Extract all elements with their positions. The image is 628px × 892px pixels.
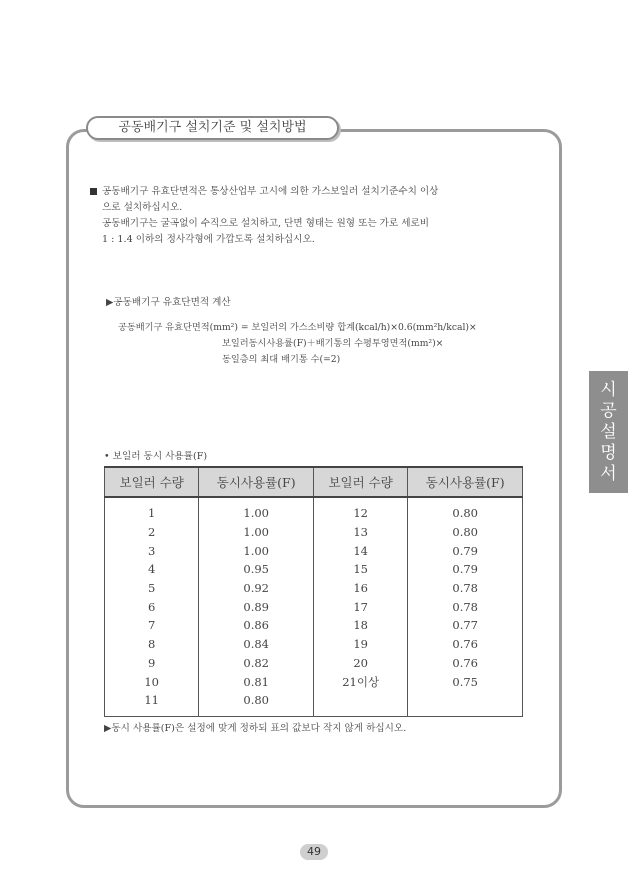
table-cell: 1.00 xyxy=(199,523,314,542)
side-tab-char: 서 xyxy=(600,463,617,484)
table-cell: 0.81 xyxy=(199,672,314,691)
notice-line: 으로 설치하십시오. xyxy=(102,202,183,213)
col-header: 보일러 수량 xyxy=(313,467,407,497)
table-cell xyxy=(408,691,523,716)
table-cell: 0.92 xyxy=(199,579,314,598)
side-tab-char: 시 xyxy=(600,379,617,400)
side-tab-char: 공 xyxy=(600,400,617,421)
table-cell: 0.79 xyxy=(408,541,523,560)
formula-line: 공동배기구 유효단면적(mm²) = 보일러의 가스소비량 합계(kcal/h)×0.6(mm²h/kcal)× xyxy=(118,322,477,333)
table-row xyxy=(105,691,523,716)
table-row xyxy=(105,616,523,635)
section-title: 공동배기구 설치기준 및 설치방법 xyxy=(86,116,339,140)
table-row xyxy=(105,560,523,579)
table-cell: 13 xyxy=(313,523,407,542)
table-cell: 18 xyxy=(313,616,407,635)
table-cell: 9 xyxy=(105,654,199,673)
formula-line: 동일층의 최대 배기통 수(=2) xyxy=(222,354,341,365)
table-cell: 0.79 xyxy=(408,560,523,579)
page-number: 49 xyxy=(300,844,328,860)
table-cell: 0.80 xyxy=(408,523,523,542)
formula-line: 보일러동시사용률(F)＋배기통의 수평투영면적(mm²)× xyxy=(222,338,444,349)
table-cell: 21이상 xyxy=(313,672,407,691)
table-row xyxy=(105,597,523,616)
table-row xyxy=(105,523,523,542)
notice-line: 공동배기구 유효단면적은 통상산업부 고시에 의한 가스보일러 설치기준수치 이상 xyxy=(102,186,439,197)
table-cell: 0.76 xyxy=(408,654,523,673)
table-cell: 1.00 xyxy=(199,497,314,523)
table-cell: 0.82 xyxy=(199,654,314,673)
table-cell: 1 xyxy=(105,497,199,523)
table-cell: 0.78 xyxy=(408,597,523,616)
table-header-row xyxy=(105,467,523,497)
table-cell: 0.75 xyxy=(408,672,523,691)
table-cell: 12 xyxy=(313,497,407,523)
footnote: ▶동시 사용률(F)은 설정에 맞게 정하되 표의 값보다 작지 않게 하십시오. xyxy=(104,723,407,734)
table-cell: 14 xyxy=(313,541,407,560)
table-cell: 6 xyxy=(105,597,199,616)
table-cell: 16 xyxy=(313,579,407,598)
table-cell: 0.76 xyxy=(408,635,523,654)
usage-rate-table xyxy=(104,466,523,717)
table-cell xyxy=(313,691,407,716)
notice-line: 공동배기구는 굴곡없이 수직으로 설치하고, 단면 형태는 원형 또는 가로 세로비 xyxy=(102,218,430,229)
table-cell: 8 xyxy=(105,635,199,654)
table-caption: • 보일러 동시 사용률(F) xyxy=(104,451,208,462)
notice-block xyxy=(90,184,530,248)
calc-heading: ▶공동배기구 유효단면적 계산 xyxy=(106,297,231,308)
table-body xyxy=(105,497,523,716)
formula xyxy=(118,320,477,368)
side-tab-char: 명 xyxy=(600,442,617,463)
table-cell: 11 xyxy=(105,691,199,716)
col-header: 동시사용률(F) xyxy=(199,467,314,497)
side-tab xyxy=(589,371,628,493)
table-row xyxy=(105,672,523,691)
table-cell: 19 xyxy=(313,635,407,654)
table-cell: 0.95 xyxy=(199,560,314,579)
table-cell: 3 xyxy=(105,541,199,560)
table-cell: 5 xyxy=(105,579,199,598)
square-bullet-icon xyxy=(90,188,97,195)
table-row xyxy=(105,579,523,598)
table-row xyxy=(105,541,523,560)
table-row xyxy=(105,654,523,673)
table-cell: 0.78 xyxy=(408,579,523,598)
table-row xyxy=(105,635,523,654)
notice-line: 1 : 1.4 이하의 정사각형에 가깝도록 설치하십시오. xyxy=(102,234,315,245)
table-cell: 2 xyxy=(105,523,199,542)
table-cell: 17 xyxy=(313,597,407,616)
table-cell: 0.86 xyxy=(199,616,314,635)
col-header: 동시사용률(F) xyxy=(408,467,523,497)
table-cell: 0.89 xyxy=(199,597,314,616)
table-cell: 10 xyxy=(105,672,199,691)
col-header: 보일러 수량 xyxy=(105,467,199,497)
table-cell: 0.80 xyxy=(408,497,523,523)
table-cell: 1.00 xyxy=(199,541,314,560)
table-cell: 15 xyxy=(313,560,407,579)
side-tab-char: 설 xyxy=(600,421,617,442)
table-cell: 0.77 xyxy=(408,616,523,635)
table-cell: 20 xyxy=(313,654,407,673)
table-cell: 7 xyxy=(105,616,199,635)
table-cell: 4 xyxy=(105,560,199,579)
table-cell: 0.80 xyxy=(199,691,314,716)
table-row xyxy=(105,497,523,523)
table-cell: 0.84 xyxy=(199,635,314,654)
